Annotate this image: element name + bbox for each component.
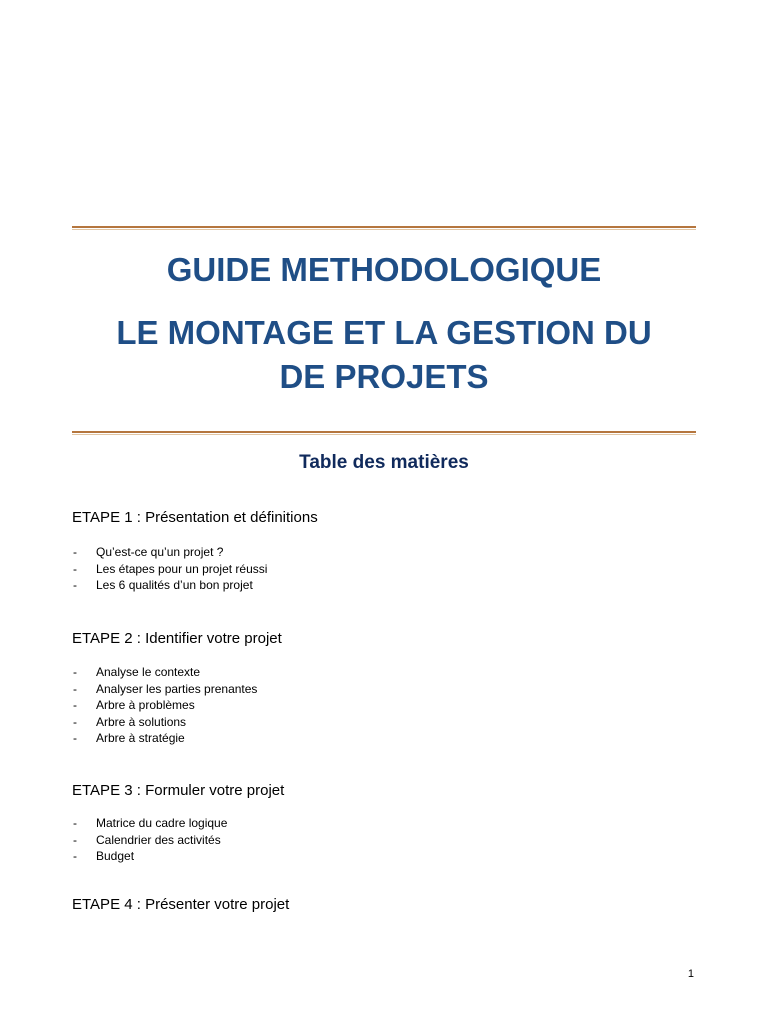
step-title: ETAPE 3 : Formuler votre projet (72, 782, 285, 799)
toc-heading: Table des matières (299, 452, 469, 473)
list-marker: - (73, 698, 77, 713)
toc-step-1 (72, 509, 696, 594)
list-item: - Matrice du cadre logique (73, 816, 228, 830)
list-item: - Qu’est-ce qu’un projet ? (73, 545, 224, 559)
page-number: 1 (687, 968, 694, 980)
list-item: - Analyse le contexte (73, 665, 201, 679)
list-marker: - (73, 681, 77, 696)
toc-step-3 (72, 782, 696, 865)
list-item: - Analyser les parties prenantes (73, 681, 258, 696)
subtitle-line-1: LE MONTAGE ET LA GESTION DU (116, 314, 652, 351)
step-items (72, 815, 696, 865)
document-title: GUIDE METHODOLOGIQUE (166, 251, 602, 288)
list-item: - Les étapes pour un projet réussi (73, 561, 268, 576)
list-item: - Arbre à stratégie (73, 731, 185, 746)
step-title: ETAPE 2 : Identifier votre projet (72, 630, 282, 647)
bottom-divider (72, 431, 696, 435)
list-marker: - (73, 731, 77, 746)
list-marker: - (73, 578, 77, 593)
list-marker: - (73, 545, 77, 559)
step-items (72, 544, 696, 594)
list-marker: - (73, 561, 77, 576)
step-title: ETAPE 4 : Présenter votre projet (72, 896, 290, 913)
list-item: - Arbre à problèmes (73, 698, 195, 713)
list-item: - Calendrier des activités (73, 832, 221, 847)
toc-step-2 (72, 630, 696, 747)
toc-step-4 (72, 896, 696, 914)
list-marker: - (73, 849, 77, 864)
top-divider (72, 226, 696, 230)
document-subtitle (72, 311, 696, 399)
step-title: ETAPE 1 : Présentation et définitions (72, 509, 318, 526)
subtitle-line-2: DE PROJETS (279, 358, 489, 395)
step-items (72, 664, 696, 747)
list-item: - Arbre à solutions (73, 714, 187, 729)
list-item: - Budget (73, 849, 135, 864)
list-marker: - (73, 714, 77, 729)
list-item: - Les 6 qualités d’un bon projet (73, 578, 253, 593)
list-marker: - (73, 665, 77, 679)
list-marker: - (73, 816, 77, 830)
list-marker: - (73, 832, 77, 847)
